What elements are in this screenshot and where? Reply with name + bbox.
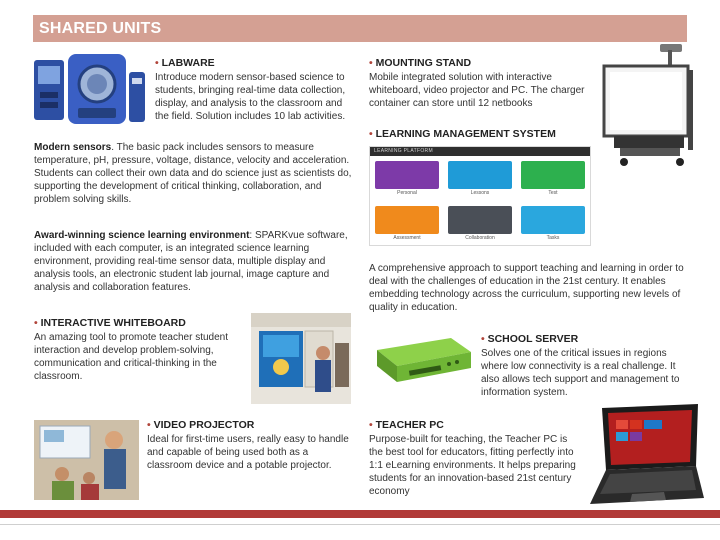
school-server-image: [369, 330, 474, 390]
mobile-whiteboard-stand-icon: [600, 40, 696, 170]
sensors-title: Modern sensors: [34, 142, 112, 153]
award-text: : SPARKvue software, included with each computer, is an integrated science learning environment, providing real-time sensor data, multiple display and analysis tools, an electronic student lab journal, image capture and analysis and collaboration features.: [34, 230, 348, 293]
projector-image: [34, 420, 139, 500]
lms-tile-label: Lessons: [470, 190, 490, 196]
lms-tile-test[interactable]: [521, 161, 585, 189]
mounting-stand-image: [600, 40, 696, 170]
bottom-accent-bar: [0, 510, 720, 518]
lms-tile-tasks[interactable]: [521, 206, 585, 234]
laptop-icon: [586, 404, 706, 508]
labware-text: Introduce modern sensor-based science to students, bringing real-time data collection, display, and analysis to the classroom and the field. Solution includes 10 lab activities.: [155, 72, 346, 122]
stand-heading: • MOUNTING STAND: [369, 57, 472, 69]
lms-tile-assessment[interactable]: [375, 206, 439, 234]
title-bar: [33, 15, 687, 42]
award-paragraph: [34, 229, 354, 294]
server-text: Solves one of the critical issues in regions where low connectivity is a real challenge. It also allows tech support and management to information system.: [481, 348, 680, 398]
sensors-paragraph: [34, 141, 354, 206]
sensor-devices-icon: [34, 52, 146, 130]
award-title: Award-winning science learning environment: [34, 230, 250, 241]
lms-tile-label: Test: [548, 190, 558, 196]
labware-heading: • LABWARE: [155, 57, 215, 69]
labware-image: [34, 52, 146, 130]
classroom-whiteboard-icon: [251, 313, 351, 404]
teacher-pc-text: Purpose-built for teaching, the Teacher PC is the best tool for educators, fitting perfectly into 1:1 eLearning environments. It helps preparing students for an innovation-based 21st century economy: [369, 434, 576, 497]
lms-tile-label: Assessment: [393, 235, 421, 241]
server-box-icon: [369, 330, 474, 390]
lms-tile-label: Personal: [397, 190, 417, 196]
sensors-text: . The basic pack includes sensors to measure temperature, pH, pressure, voltage, distance, velocity and acceleration. Students can collect their own data and do science just as scientists do, supporting the development of critical thinking, collaboration, and problem solving skills.: [34, 142, 352, 205]
classroom-projector-icon: [34, 420, 139, 500]
stand-text: Mobile integrated solution with interactive whiteboard, video projector and PC. The charger container can store until 12 netbooks: [369, 72, 585, 109]
server-heading: • SCHOOL SERVER: [481, 333, 579, 345]
lms-tile-label: Tasks: [546, 235, 560, 241]
lms-tile-label: Collaboration: [465, 235, 495, 241]
page-title: SHARED UNITS: [39, 20, 162, 37]
whiteboard-image: [251, 313, 351, 404]
whiteboard-text: An amazing tool to promote teacher student interaction and develop problem-solving, communication and critical-thinking in the classroom.: [34, 332, 229, 382]
teacher-pc-image: [586, 404, 706, 508]
bottom-divider: [0, 524, 720, 525]
whiteboard-heading: • INTERACTIVE WHITEBOARD: [34, 317, 186, 329]
lms-panel-title: LEARNING PLATFORM: [370, 147, 590, 156]
lms-text: A comprehensive approach to support teaching and learning in order to deal with the challenges of education in the 21st century. It enables embedding technology across the curriculum, supporting new levels of quality in education.: [369, 263, 684, 313]
projector-text: Ideal for first-time users, really easy to handle and capable of being used both as a classroom device and a potable projector.: [147, 434, 349, 471]
lms-platform-panel: [369, 146, 591, 246]
teacher-pc-heading: • TEACHER PC: [369, 419, 444, 431]
lms-tile-collaboration[interactable]: [448, 206, 512, 234]
lms-tile-personal[interactable]: [375, 161, 439, 189]
projector-heading: • VIDEO PROJECTOR: [147, 419, 255, 431]
lms-tile-lessons[interactable]: [448, 161, 512, 189]
lms-heading: • LEARNING MANAGEMENT SYSTEM: [369, 128, 556, 140]
